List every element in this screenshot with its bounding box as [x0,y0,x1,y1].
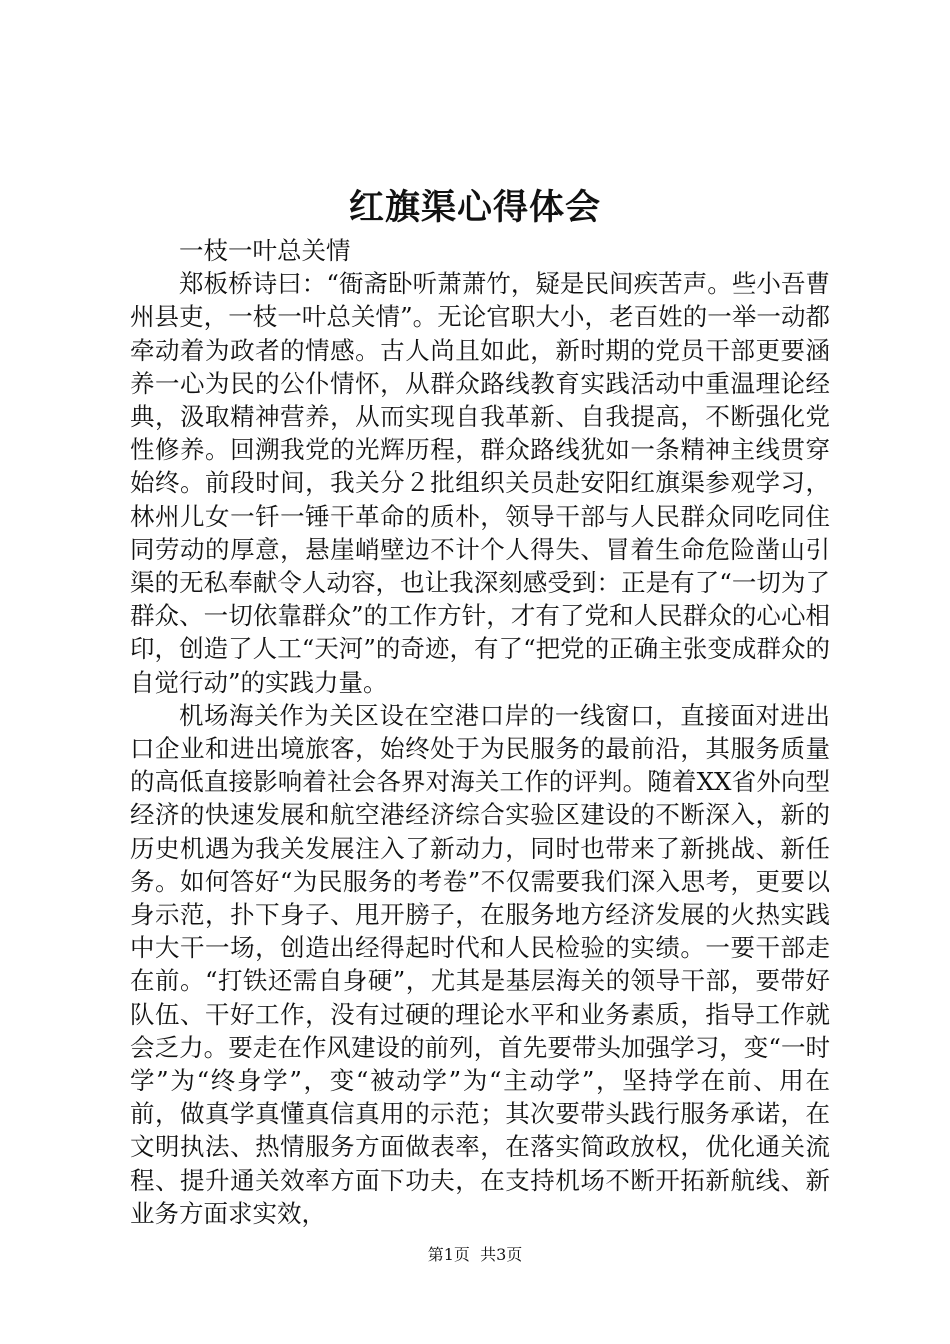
document-body [130,234,830,1230]
document-title: 红旗渠心得体会 [348,187,601,228]
page-footer [0,1244,950,1266]
page-number: 第1页 [427,1245,470,1264]
page-total: 共3页 [480,1245,523,1264]
subtitle-paragraph: 一枝一叶总关情 [179,236,351,265]
body-paragraph: 机场海关作为关区设在空港口岸的一线窗口，直接面对进出口企业和进出境旅客，始终处于为民服务的最前沿，其服务质量的高低直接影响着社会各界对海关工作的评判。随着XX省外向型经济的快速发展和航空港经济综合实验区建设的不断深入，新的历史机遇为我关发展注入了新动力，同时也带来了新挑战、新任务。如何答好“为民服务的考卷”不仅需要我们深入思考，更要以身示范，扑下身子、甩开膀子，在服务地方经济发展的火热实践中大干一场，创造出经得起时代和人民检验的实绩。一要干部走在前。“打铁还需自身硬”，尤其是基层海关的领导干部，要带好队伍、干好工作，没有过硬的理论水平和业务素质，指导工作就会乏力。要走在作风建设的前列，首先要带头加强学习，变“一时学”为“终身学”，变“被动学”为“主动学”，坚持学在前、用在前，做真学真懂真信真用的示范；其次要带头践行服务承诺，在文明执法、热情服务方面做表率，在落实简政放权，优化通关流程、提升通关效率方面下功夫，在支持机场不断开拓新航线、新业务方面求实效， [130,700,830,1228]
body-paragraph: 郑板桥诗曰：“衙斋卧听萧萧竹，疑是民间疾苦声。些小吾曹州县吏，一枝一叶总关情”。无论官职大小，老百姓的一举一动都牵动着为政者的情感。古人尚且如此，新时期的党员干部更要涵养一心为民的公仆情怀，从群众路线教育实践活动中重温理论经典，汲取精神营养，从而实现自我革新、自我提高，不断强化党性修养。回溯我党的光辉历程，群众路线犹如一条精神主线贯穿始终。前段时间，我关分２批组织关员赴安阳红旗渠参观学习，林州儿女一钎一锤干革命的质朴，领导干部与人民群众同吃同住同劳动的厚意，悬崖峭壁边不计个人得失、冒着生命危险凿山引渠的无私奉献令人动容，也让我深刻感受到：正是有了“一切为了群众、一切依靠群众”的工作方针，才有了党和人民群众的心心相印，创造了人工“天河”的奇迹，有了“把党的正确主张变成群众的自觉行动”的实践力量。 [130,269,830,697]
